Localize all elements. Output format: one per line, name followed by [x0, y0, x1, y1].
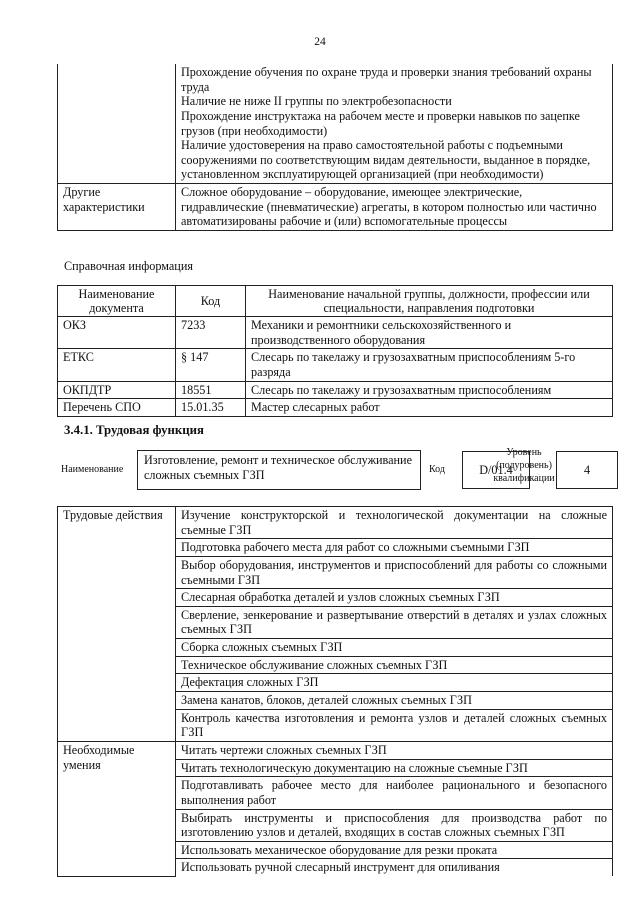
requirements-row	[58, 64, 613, 184]
function-name-box: Изготовление, ремонт и техническое обслуживание сложных съемных ГЗП	[137, 450, 421, 490]
reference-row	[58, 349, 613, 381]
action-item: Дефектация сложных ГЗП	[176, 674, 613, 692]
reference-code: 15.01.35	[176, 399, 246, 417]
skill-item: Выбирать инструменты и приспособления для производства работ по изготовлению узлов и деталей, входящих в состав сложных съемных ГЗП	[176, 809, 613, 841]
action-item: Замена канатов, блоков, деталей сложных съемных ГЗП	[176, 692, 613, 710]
action-item: Контроль качества изготовления и ремонта узлов и деталей сложных съемных ГЗП	[176, 709, 613, 741]
requirement-line: Наличие не ниже II группы по электробезопасности	[181, 94, 452, 109]
labor-function-table	[57, 506, 613, 877]
reference-name: Мастер слесарных работ	[246, 399, 613, 417]
skill-item: Подготавливать рабочее место для наиболее рационального и безопасного выполнения работ	[176, 777, 613, 809]
reference-name: Слесарь по такелажу и грузозахватным приспособлениям 5-го разряда	[246, 349, 613, 381]
action-item: Подготовка рабочего места для работ со сложными съемными ГЗП	[176, 539, 613, 557]
skills-label: Необходимые умения	[58, 741, 176, 876]
reference-code: § 147	[176, 349, 246, 381]
page-number: 24	[314, 36, 326, 48]
action-item: Изучение конструкторской и технологической документации на сложные съемные ГЗП	[176, 507, 613, 539]
reference-document: ЕТКС	[58, 349, 176, 381]
labor-function-header	[57, 446, 613, 496]
code-label: Код	[429, 464, 445, 475]
reference-header-name: Наименование начальной группы, должности, профессии или специальности, направления подготовки	[246, 286, 613, 317]
requirements-table	[57, 64, 613, 231]
requirements-label-cell	[58, 64, 176, 184]
reference-document: ОКЗ	[58, 317, 176, 349]
action-item: Выбор оборудования, инструментов и приспособлений для работы со сложными съемными ГЗП	[176, 556, 613, 588]
action-item: Слесарная обработка деталей и узлов сложных съемных ГЗП	[176, 589, 613, 607]
requirements-content-cell	[176, 64, 613, 184]
reference-header-document: Наименование документа	[58, 286, 176, 317]
reference-document: Перечень СПО	[58, 399, 176, 417]
level-label: Уровень (подуровень) квалификации	[493, 447, 555, 484]
action-row	[58, 507, 613, 539]
reference-document: ОКПДТР	[58, 381, 176, 399]
skill-item: Использовать ручной слесарный инструмент для опиливания	[176, 859, 613, 876]
action-item: Техническое обслуживание сложных съемных ГЗП	[176, 656, 613, 674]
requirement-line: Прохождение обучения по охране труда и проверки знания требований охраны труда	[181, 65, 592, 94]
reference-code: 7233	[176, 317, 246, 349]
skill-item: Читать чертежи сложных съемных ГЗП	[176, 741, 613, 759]
reference-name: Слесарь по такелажу и грузозахватным приспособлениям	[246, 381, 613, 399]
requirement-line: Наличие удостоверения на право самостоятельной работы с подъемными сооружениями по соответствующим видам деятельности, выданное в порядке, установленном эксплуатирующей организацией (при необходимости)	[181, 138, 591, 182]
reference-caption: Справочная информация	[64, 259, 193, 273]
action-item: Сверление, зенкерование и развертывание отверстий в деталях и узлах сложных съемных ГЗП	[176, 606, 613, 638]
skill-item: Использовать механическое оборудование для резки проката	[176, 841, 613, 859]
other-characteristics-text	[176, 184, 613, 231]
reference-row	[58, 381, 613, 399]
level-value: 4	[583, 462, 591, 477]
action-item: Сборка сложных съемных ГЗП	[176, 639, 613, 657]
other-characteristics-row	[58, 184, 613, 231]
actions-label: Трудовые действия	[58, 507, 176, 742]
reference-table	[57, 285, 613, 417]
skill-row	[58, 741, 613, 759]
requirement-line: Сложное оборудование – оборудование, имеющее электрические, гидравлические (пневматические) агрегаты, в котором полностью или частично автоматизированы рабочие и (или) вспомогательные процессы	[181, 185, 597, 229]
level-box	[556, 451, 618, 489]
other-characteristics-label: Другие характеристики	[58, 184, 176, 231]
skill-item: Читать технологическую документацию на сложные съемные ГЗП	[176, 759, 613, 777]
name-label: Наименование	[61, 464, 124, 475]
function-code-value: D/01.4	[479, 462, 513, 477]
reference-header-code: Код	[176, 286, 246, 317]
reference-name: Механики и ремонтники сельскохозяйственного и производственного оборудования	[246, 317, 613, 349]
reference-header-row	[58, 286, 613, 317]
labor-function-heading: 3.4.1. Трудовая функция	[64, 423, 204, 437]
reference-row	[58, 399, 613, 417]
reference-code: 18551	[176, 381, 246, 399]
reference-row	[58, 317, 613, 349]
requirement-line: Прохождение инструктажа на рабочем месте и проверки навыков по зацепке грузов (при необходимости)	[181, 108, 580, 138]
